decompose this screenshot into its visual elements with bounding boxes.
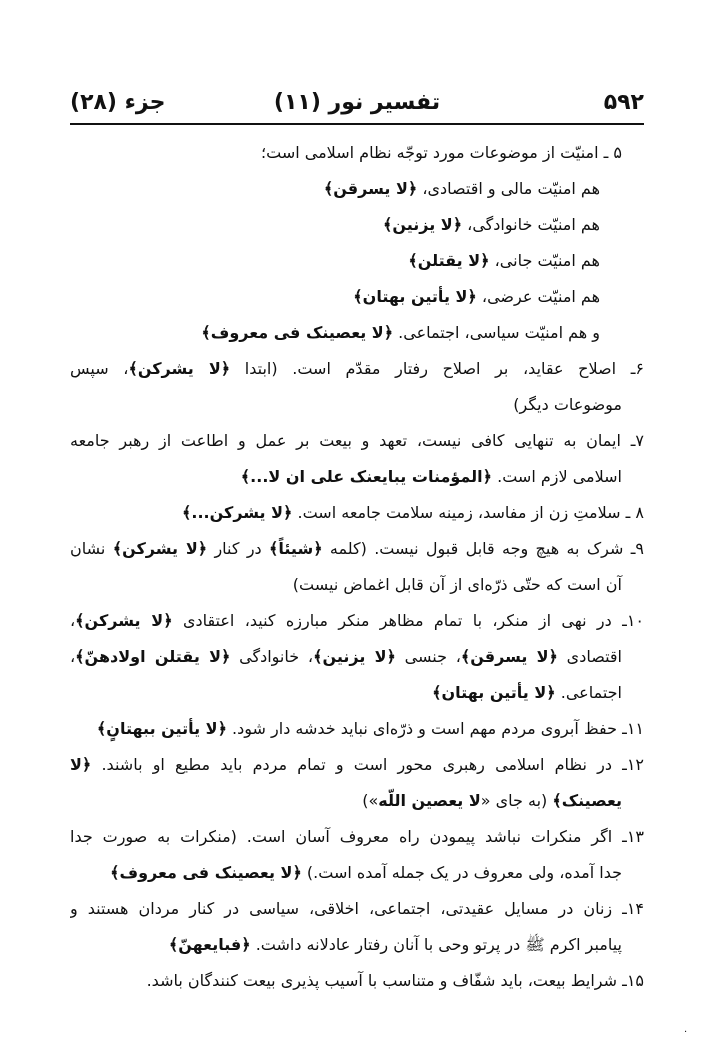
footer-mark: . [684, 1024, 688, 1035]
text-line: هم امنیّت عرضی، ﴿لا یأتین بهتان﴾ [353, 287, 600, 306]
quran-quote: ﴿لا یعصینک فی معروف﴾ [201, 323, 394, 342]
text-line: جدا آمده، ولی معروف در یک جمله آمده است.) ﴿لا یعصینک فی معروف﴾ [110, 863, 622, 882]
text-line: ۱۴ـ زنان در مسایل عقیدتی، اجتماعی، اخلاقی، سیاسی در کنار مردان هستند و [70, 899, 644, 918]
quran-quote: ﴿المؤمنات یبایعنک علی ان لا...﴾ [240, 467, 493, 486]
juz-label: جزء (۲۸) [70, 90, 166, 115]
quran-quote: ﴿لا یسرقن﴾ [323, 179, 418, 198]
quran-quote: ﴿لا [70, 755, 92, 774]
text-line: ۱۱ـ حفظ آبروی مردم مهم است و ذرّه‌ای نباید خدشه دار شود. ﴿لا یأتین ببهتانٍ﴾ [96, 719, 644, 738]
text-line: اقتصادی ﴿لا یسرقن﴾، جنسی ﴿لا یزنین﴾، خانوادگی ﴿لا یقتلن اولادهنّ﴾، [70, 647, 623, 666]
text-line: موضوعات دیگر) [513, 395, 622, 414]
quran-quote: ﴿لا یقتلن﴾ [408, 251, 490, 270]
quran-quote: ﴿لا یشرکن﴾ [112, 539, 208, 558]
text-line: ۱۳ـ اگر منکرات نباشد پیمودن راه معروف آسان است. (منکرات به صورت جدا [70, 827, 644, 846]
text-line: هم امنیّت خانوادگی، ﴿لا یزنین﴾ [382, 215, 600, 234]
page-header [70, 90, 644, 124]
quran-quote: ﴿لا یسرقن﴾ [460, 647, 558, 666]
text-line: هم امنیّت مالی و اقتصادی، ﴿لا یسرقن﴾ [323, 179, 600, 198]
text-line: اجتماعی. ﴿لا یأتین بهتان﴾ [432, 683, 622, 702]
text-line: ۱۰ـ در نهی از منکر، با تمام مظاهر منکر مبارزه کنید، اعتقادی ﴿لا یشرکن﴾، [70, 611, 644, 630]
text-line: پیامبر اکرم ﷺ در پرتو وحی با آنان رفتار عادلانه داشت. ﴿فبایعهنّ﴾ [168, 935, 622, 954]
quran-quote: ﴿لا یشرکن...﴾ [182, 503, 293, 522]
text-line: ۱۵ـ شرایط بیعت، باید شفّاف و متناسب با آسیب پذیری بیعت کنندگان باشد. [146, 971, 644, 990]
quran-quote: ﴿شیئاً﴾ [269, 539, 323, 558]
quran-quote: ﴿لا یأتین بهتان﴾ [353, 287, 477, 306]
quran-quote: ﴿لا یعصینک فی معروف﴾ [110, 863, 302, 882]
text-line: ۸ ـ سلامتِ زن از مفاسد، زمینه سلامت جامعه است. ﴿لا یشرکن...﴾ [182, 503, 644, 522]
quran-quote: ﴿لا یزنین﴾ [313, 647, 396, 666]
quran-quote: ﴿لا یشرکن﴾ [128, 359, 231, 378]
quran-quote: لا یعصین اللّه [378, 791, 481, 810]
quran-quote: یعصینک﴾ [552, 791, 622, 810]
quran-quote: ﴿لا یشرکن﴾ [75, 611, 173, 630]
page-number: ۵۹۲ [603, 90, 644, 115]
text-line: اسلامی لازم است. ﴿المؤمنات یبایعنک علی ان لا...﴾ [240, 467, 622, 486]
text-line: آن است که حتّی ذرّه‌ای از آن قابل اغماض نیست) [292, 575, 622, 594]
text-line: هم امنیّت جانی، ﴿لا یقتلن﴾ [408, 251, 600, 270]
quran-quote: ﴿فبایعهنّ﴾ [168, 935, 251, 954]
book-title: تفسیر نور (۱۱) [273, 90, 441, 115]
text-line: ۹ـ شرک به هیچ وجه قابل قبول نیست. (کلمه ﴿شیئاً﴾ در کنار ﴿لا یشرکن﴾ نشان [70, 539, 644, 558]
quran-quote: ﴿لا یزنین﴾ [382, 215, 463, 234]
quran-quote: ﴿لا یقتلن اولادهنّ﴾ [75, 647, 231, 666]
text-line: ۷ـ ایمان به تنهایی کافی نیست، تعهد و بیعت بر عمل و اطاعت از رهبر جامعه [70, 431, 644, 450]
body-text [70, 135, 644, 999]
text-line: ۱۲ـ در نظام اسلامی رهبری محور است و تمام مردم باید مطیع او باشند. ﴿لا [70, 755, 644, 774]
header-rule [70, 123, 644, 125]
text-line: و هم امنیّت سیاسی، اجتماعی. ﴿لا یعصینک فی معروف﴾ [201, 323, 600, 342]
text-line: ۶ـ اصلاح عقاید، بر اصلاح رفتار مقدّم است. (ابتدا ﴿لا یشرکن﴾، سپس [70, 359, 644, 378]
text-line: یعصینک﴾ (به جای «لا یعصین اللّه») [362, 791, 622, 810]
quran-quote: ﴿لا یأتین بهتان﴾ [432, 683, 556, 702]
quran-quote: ﴿لا یأتین ببهتانٍ﴾ [96, 719, 227, 738]
text-line: ۵ ـ امنیّت از موضوعات مورد توجّه نظام اسلامی است؛ [261, 143, 622, 162]
